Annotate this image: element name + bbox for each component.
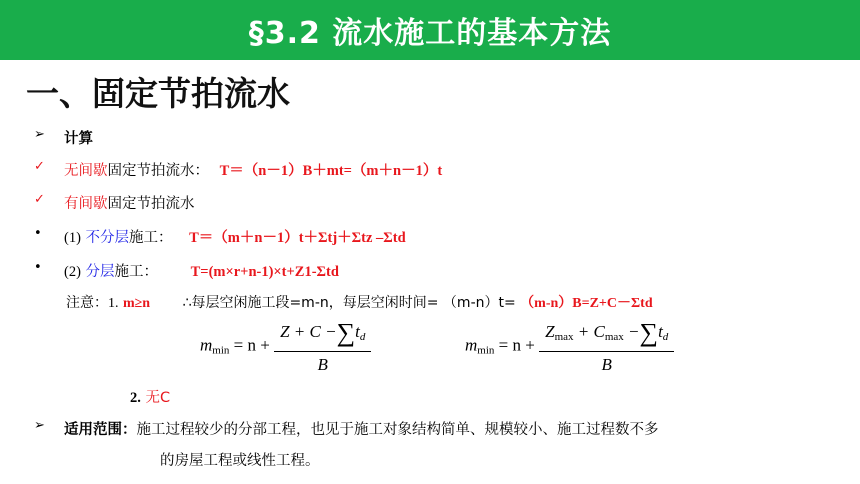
no-interval-label: 无间歇 — [64, 163, 108, 179]
formula-denominator: B — [317, 355, 328, 374]
numerator-t: t — [658, 322, 663, 341]
scope-label: 适用范围： — [64, 422, 137, 438]
slide-title: §3.2 流水施工的基本方法 — [248, 16, 612, 51]
formula-m-min-left — [200, 318, 371, 375]
arrow-bullet-icon: ➢ — [34, 127, 45, 142]
formula-eq: = n + — [233, 335, 270, 355]
with-interval-label: 有间歇 — [64, 196, 108, 212]
item2-num: 2. — [130, 390, 141, 406]
formula-fraction — [539, 318, 674, 375]
formula-m-min-right — [465, 318, 674, 375]
formula-lhs-sub: min — [477, 344, 495, 357]
single-layer-label: 不分层 — [85, 230, 130, 246]
fixed-beat-label: 固定节拍流水： — [107, 163, 209, 179]
formula-multi-layer: T=(m×r+n-1)×t+Z1-Σtd — [190, 264, 339, 280]
numerator-z: Z — [545, 322, 555, 341]
item-prefix: (1) — [64, 230, 81, 246]
numerator-text: Z + C − — [280, 322, 337, 341]
note-condition: m≥n — [122, 296, 151, 311]
numerator-minus: − — [628, 322, 640, 341]
check-icon: ✓ — [34, 159, 45, 174]
multi-layer-label: 分层 — [85, 264, 115, 280]
formula-no-interval: T＝（n－1）B＋mt= — [219, 163, 352, 179]
sigma-icon: ∑ — [336, 318, 356, 347]
numerator-sub: d — [662, 331, 669, 343]
dot-bullet-icon: • — [34, 226, 42, 241]
item2-text: 无C — [145, 390, 171, 406]
formula-denominator: B — [601, 355, 612, 374]
numerator-sub: d — [359, 331, 366, 343]
section-title: 一、固定节拍流水 — [26, 74, 290, 113]
note-num: 1. — [108, 296, 119, 311]
formula-lhs: m — [200, 335, 213, 355]
item-prefix: (2) — [64, 264, 81, 280]
fixed-beat-label: 固定节拍流水 — [107, 196, 195, 212]
formula-no-interval-result: （m＋n－1）t — [351, 163, 443, 179]
dot-bullet-icon: • — [34, 260, 42, 275]
note-red-formula: （m-n）B=Z+C－Σtd — [520, 296, 653, 311]
formula-fraction — [274, 318, 371, 375]
formula-numerator — [539, 318, 674, 352]
numerator-c-sub: max — [604, 331, 624, 343]
bullet-calc-text: 计算 — [64, 131, 93, 147]
arrow-bullet-icon: ➢ — [34, 418, 45, 433]
formula-eq: = n + — [498, 335, 535, 355]
numerator-t: t — [355, 322, 360, 341]
slide-header — [0, 0, 860, 60]
construction-label: 施工： — [114, 264, 159, 280]
numerator-z-sub: max — [554, 331, 574, 343]
construction-label: 施工： — [129, 230, 173, 246]
formula-single-layer: T＝（m＋n－1）t＋Σtj＋Σtz –Σtd — [189, 230, 406, 246]
check-icon: ✓ — [34, 192, 45, 207]
note-label: 注意： — [66, 295, 108, 311]
numerator-plus-c: + C — [577, 322, 605, 341]
note-text: ∴每层空闲施工段=m-n，每层空闲时间= （m-n）t= — [182, 295, 521, 311]
formula-numerator — [274, 318, 371, 352]
sigma-icon: ∑ — [639, 318, 659, 347]
scope-text-line2: 的房屋工程或线性工程。 — [160, 453, 320, 469]
formula-lhs-sub: min — [212, 344, 230, 357]
formula-lhs: m — [465, 335, 478, 355]
scope-text-line1: 施工过程较少的分部工程，也见于施工对象结构简单、规模较小、施工过程数不多 — [136, 422, 659, 438]
